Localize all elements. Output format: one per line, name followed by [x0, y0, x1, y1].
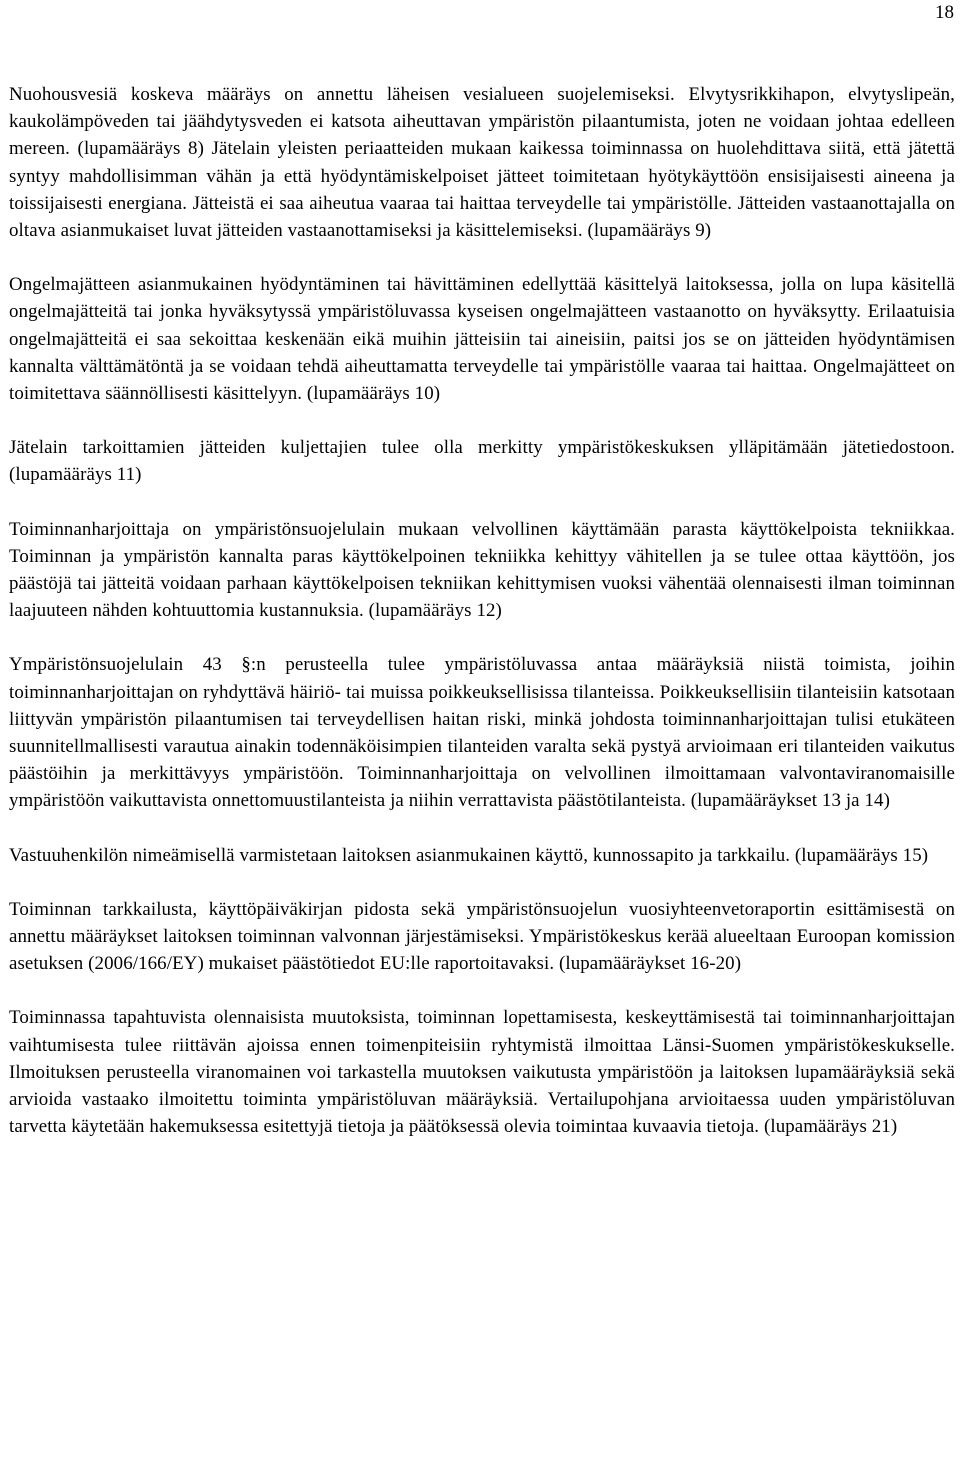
document-body [9, 81, 955, 1141]
paragraph-1: Nuohousvesiä koskeva määräys on annettu läheisen vesialueen suojelemiseksi. Elvytysrikkihapon, elvytyslipeän, kaukolämpöveden tai jäähdytysveden ei katsota aiheuttavan ympäristön pilaantumista, joten ne voidaan johtaa edelleen mereen. (lupamääräys 8) Jätelain yleisten periaatteiden mukaan kaikessa toiminnassa on huolehdittava siitä, että jätettä syntyy mahdollisimman vähän ja että hyödyntämiskelpoiset jätteet toimitetaan hyötykäyttöön ensisijaisesti aineena ja toissijaisesti energiana. Jätteistä ei saa aiheutua vaaraa tai haittaa terveydelle tai ympäristölle. Jätteiden vastaanottajalla on oltava asianmukaiset luvat jätteiden vastaanottamiseksi ja käsittelemiseksi. (lupamääräys 9) [9, 84, 955, 242]
paragraph-3: Jätelain tarkoittamien jätteiden kuljettajien tulee olla merkitty ympäristökeskuksen ylläpitämään jätetiedostoon. (lupamääräys 11) [9, 437, 955, 486]
paragraph-gap [9, 977, 955, 1004]
paragraph-gap [9, 407, 955, 434]
paragraph-4: Toiminnanharjoittaja on ympäristönsuojelulain mukaan velvollinen käyttämään parasta käyttökelpoista tekniikkaa. Toiminnan ja ympäristön kannalta paras käyttökelpoinen tekniikka kehittyy vähitellen ja se tulee ottaa käyttöön, jos päästöjä tai jätteitä voidaan parhaan käyttökelpoisen tekniikan kehittymisen vuoksi vähentää olennaisesti ilman toiminnan laajuuteen nähden kohtuuttomia kustannuksia. (lupamääräys 12) [9, 518, 955, 622]
paragraph-8: Toiminnassa tapahtuvista olennaisista muutoksista, toiminnan lopettamisesta, keskeyttämisestä tai toiminnanharjoittajan vaihtumisesta tulee riittävän ajoissa ennen toimenpiteisiin ryhtymistä ilmoittaa Länsi-Suomen ympäristökeskukselle. Ilmoituksen perusteella viranomainen voi tarkastella muutoksen vaikutusta ympäristöön ja laitoksen lupamääräyksiä sekä arvioida vastaako ilmoitettu toiminta ympäristöluvan määräyksiä. Vertailupohjana arvioitaessa uuden ympäristöluvan tarvetta käytetään hakemuksessa esitettyjä tietoja ja päätöksessä olevia toimintaa kuvaavia tietoja. (lupamääräys 21) [9, 1007, 955, 1138]
paragraph-gap [9, 244, 955, 271]
paragraph-2: Ongelmajätteen asianmukainen hyödyntäminen tai hävittäminen edellyttää käsittelyä laitoksessa, jolla on lupa käsitellä ongelmajätteitä tai jonka hyväksytyssä ympäristöluvassa kyseisen ongelmajätteen vastaanotto on hyväksytty. Erilaatuisia ongelmajätteitä ei saa sekoittaa keskenään eikä muihin jätteisiin tai aineisiin, paitsi jos se on jätteiden hyödyntämisen kannalta välttämätöntä ja se voidaan tehdä aiheuttamatta terveydelle tai ympäristölle vaaraa tai haittaa. Ongelmajätteet on toimitettava säännöllisesti käsittelyyn. (lupamääräys 10) [9, 274, 955, 405]
paragraph-gap [9, 869, 955, 896]
paragraph-gap [9, 815, 955, 842]
paragraph-6: Vastuuhenkilön nimeämisellä varmistetaan laitoksen asianmukainen käyttö, kunnossapito ja tarkkailu. (lupamääräys 15) [9, 844, 929, 866]
paragraph-gap [9, 624, 955, 651]
paragraph-gap [9, 489, 955, 516]
page-number: 18 [935, 2, 954, 23]
paragraph-5: Ympäristönsuojelulain 43 §:n perusteella tulee ympäristöluvassa antaa määräyksiä niistä toimista, joihin toiminnanharjoittajan on ryhdyttävä häiriö- tai muissa poikkeuksellisissa tilanteissa. Poikkeuksellisiin tilanteisiin katsotaan liittyvän ympäristön pilaantumisen tai terveydellisen haitan riski, minkä johdosta toiminnanharjoittajan tulisi etukäteen suunnitellmallisesti varautua ainakin todennäköisimpien tilanteiden varalta sekä pystyä arvioimaan eri tilanteiden vaikutus päästöihin ja merkittävyys ympäristöön. Toiminnanharjoittaja on velvollinen ilmoittamaan valvontaviranomaisille ympäristöön vaikuttavista onnettomuustilanteista ja niihin verrattavista päästötilanteista. (lupamääräykset 13 ja 14) [9, 654, 955, 812]
paragraph-7: Toiminnan tarkkailusta, käyttöpäiväkirjan pidosta sekä ympäristönsuojelun vuosiyhteenvetoraportin esittämisestä on annettu määräykset laitoksen toiminnan valvonnan järjestämiseksi. Ympäristökeskus kerää alueeltaan Euroopan komission asetuksen (2006/166/EY) mukaiset päästötiedot EU:lle raportoitavaksi. (lupamääräykset 16-20) [9, 898, 955, 975]
